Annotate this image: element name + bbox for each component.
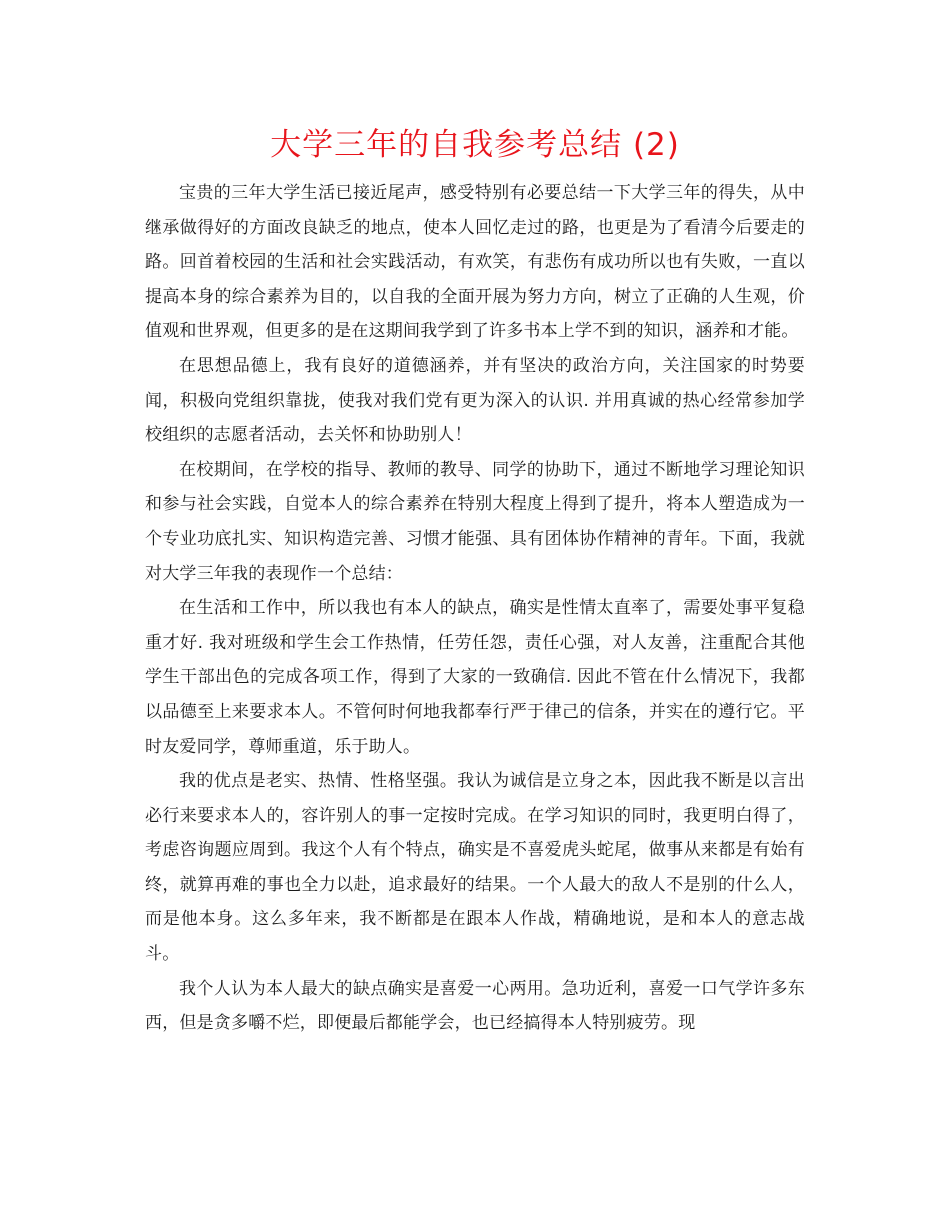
paragraph-3: 在校期间，在学校的指导、教师的教导、同学的协助下，通过不断地学习理论知识和参与社会实践，自觉本人的综合素养在特别大程度上得到了提升，将本人塑造成为一个专业功底扎实、知识构造完善、习惯才能强、具有团体协作精神的青年。下面，我就对大学三年我的表现作一个总结： — [145, 459, 805, 584]
document-title: 大学三年的自我参考总结 (2) — [270, 127, 680, 163]
paragraph-5: 我的优点是老实、热情、性格坚强。我认为诚信是立身之本，因此我不断是以言出必行来要求本人的，容许别人的事一定按时完成。在学习知识的同时，我更明白得了，考虑咨询题应周到。我这个人有个特点，确实是不喜爱虎头蛇尾，做事从来都是有始有终，就算再难的事也全力以赴，追求最好的结果。一个人最大的敌人不是别的什么人，而是他本身。这么多年来，我不断都是在跟本人作战，精确地说，是和本人的意志战斗。 — [145, 771, 805, 965]
paragraph-2: 在思想品德上，我有良好的道德涵养，并有坚决的政治方向，关注国家的时势要闻，积极向党组织靠拢，使我对我们党有更为深入的认识. 并用真诚的热心经常参加学校组织的志愿者活动，去关怀和协助别人！ — [145, 355, 805, 446]
document-page — [145, 120, 805, 1041]
paragraph-1: 宝贵的三年大学生活已接近尾声，感受特别有必要总结一下大学三年的得失，从中继承做得好的方面改良缺乏的地点，使本人回忆走过的路，也更是为了看清今后要走的路。回首着校园的生活和社会实践活动，有欢笑，有悲伤有成功所以也有失败，一直以提高本身的综合素养为目的，以自我的全面开展为努力方向，树立了正确的人生观，价值观和世界观，但更多的是在这期间我学到了许多书本上学不到的知识，涵养和才能。 — [145, 183, 805, 342]
paragraph-4: 在生活和工作中，所以我也有本人的缺点，确实是性情太直率了，需要处事平复稳重才好. 我对班级和学生会工作热情，任劳任怨，责任心强，对人友善，注重配合其他学生干部出色的完成各项工作，得到了大家的一致确信. 因此不管在什么情况下，我都以品德至上来要求本人。不管何时何地我都奉行严于律己的信条，并实在的遵行它。平时友爱同学，尊师重道，乐于助人。 — [145, 598, 805, 757]
paragraph-6: 我个人认为本人最大的缺点确实是喜爱一心两用。急功近利，喜爱一口气学许多东西，但是贪多嚼不烂，即便最后都能学会，也已经搞得本人特别疲劳。现 — [145, 978, 805, 1034]
